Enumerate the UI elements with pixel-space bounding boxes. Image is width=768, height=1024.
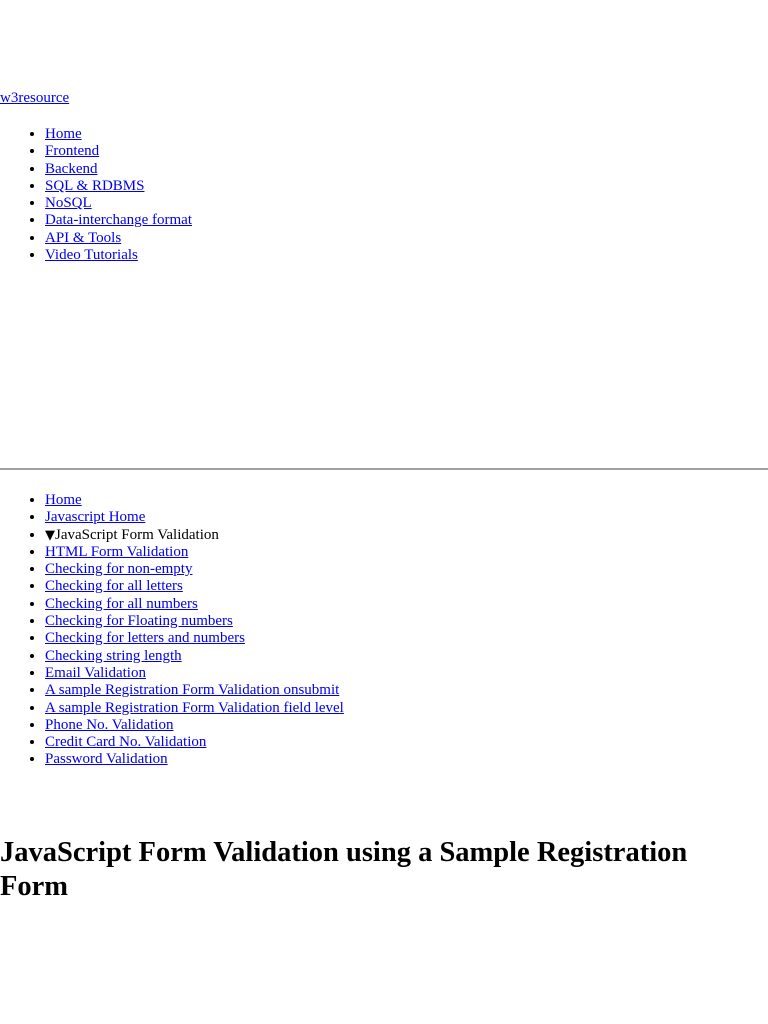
- sidebar-link-password-validation[interactable]: Password Validation: [45, 751, 168, 768]
- sidebar-link-credit-card-validation[interactable]: Credit Card No. Validation: [45, 734, 207, 751]
- sidebar-item-html-form-validation: [45, 543, 344, 560]
- sidebar-item-registration-onsubmit: [45, 681, 344, 698]
- sidebar-item-home: [45, 491, 344, 508]
- sidebar-link-string-length[interactable]: Checking string length: [45, 647, 182, 664]
- sidebar-item-all-numbers: [45, 595, 344, 612]
- sidebar-item-all-letters: [45, 577, 344, 594]
- sidebar-item-phone-validation: [45, 716, 344, 733]
- primary-nav-item-data-interchange: [45, 211, 192, 228]
- triangle-down-icon: ▼: [45, 527, 55, 543]
- sidebar-item-non-empty: [45, 560, 344, 577]
- sidebar-nav: [0, 491, 344, 768]
- sidebar-link-email-validation[interactable]: Email Validation: [45, 664, 146, 681]
- sidebar-link-floating-numbers[interactable]: Checking for Floating numbers: [45, 613, 233, 630]
- sidebar-link-registration-onsubmit[interactable]: A sample Registration Form Validation onsubmit: [45, 682, 340, 699]
- sidebar-section-label: JavaScript Form Validation: [55, 526, 219, 543]
- sidebar-item-letters-and-numbers: [45, 629, 344, 646]
- site-logo-link[interactable]: w3resource: [0, 90, 70, 106]
- sidebar-item-credit-card-validation: [45, 733, 344, 750]
- sidebar-item-email-validation: [45, 664, 344, 681]
- sidebar-item-string-length: [45, 647, 344, 664]
- sidebar-link-letters-and-numbers[interactable]: Checking for letters and numbers: [45, 630, 245, 647]
- sidebar-item-password-validation: [45, 750, 344, 767]
- primary-nav-item-sql-rdbms: [45, 177, 192, 194]
- sidebar-link-javascript-home[interactable]: Javascript Home: [45, 509, 146, 526]
- section-divider: [0, 468, 768, 470]
- primary-nav-link-api-tools[interactable]: API & Tools: [45, 229, 122, 246]
- primary-nav-link-backend[interactable]: Backend: [45, 160, 98, 177]
- primary-nav-link-data-interchange[interactable]: Data-interchange format: [45, 212, 193, 229]
- sidebar-link-all-numbers[interactable]: Checking for all numbers: [45, 595, 198, 612]
- primary-nav-link-video-tutorials[interactable]: Video Tutorials: [45, 247, 138, 264]
- sidebar-link-html-form-validation[interactable]: HTML Form Validation: [45, 543, 189, 560]
- site-header: [0, 89, 69, 107]
- sidebar-link-all-letters[interactable]: Checking for all letters: [45, 578, 183, 595]
- sidebar-link-phone-validation[interactable]: Phone No. Validation: [45, 716, 174, 733]
- primary-nav-item-video-tutorials: [45, 246, 192, 263]
- primary-nav-item-frontend: [45, 142, 192, 159]
- primary-nav-item-nosql: [45, 194, 192, 211]
- page-title: JavaScript Form Validation using a Sample Registration Form: [0, 837, 688, 902]
- primary-nav-item-api-tools: [45, 229, 192, 246]
- primary-nav-item-home: [45, 125, 192, 142]
- sidebar-item-javascript-home: [45, 508, 344, 525]
- primary-nav-link-sql-rdbms[interactable]: SQL & RDBMS: [45, 177, 145, 194]
- primary-nav-link-nosql[interactable]: NoSQL: [45, 195, 92, 212]
- sidebar-link-non-empty[interactable]: Checking for non-empty: [45, 561, 193, 578]
- primary-nav-link-home[interactable]: Home: [45, 126, 82, 142]
- sidebar-item-registration-field-level: [45, 699, 344, 716]
- primary-nav-link-frontend[interactable]: Frontend: [45, 143, 100, 160]
- sidebar-item-floating-numbers: [45, 612, 344, 629]
- sidebar-link-registration-field-level[interactable]: A sample Registration Form Validation field level: [45, 699, 344, 716]
- sidebar-item-form-validation-toggle[interactable]: [45, 526, 344, 543]
- primary-nav-item-backend: [45, 160, 192, 177]
- primary-nav: [0, 125, 192, 263]
- sidebar-link-home[interactable]: Home: [45, 492, 82, 508]
